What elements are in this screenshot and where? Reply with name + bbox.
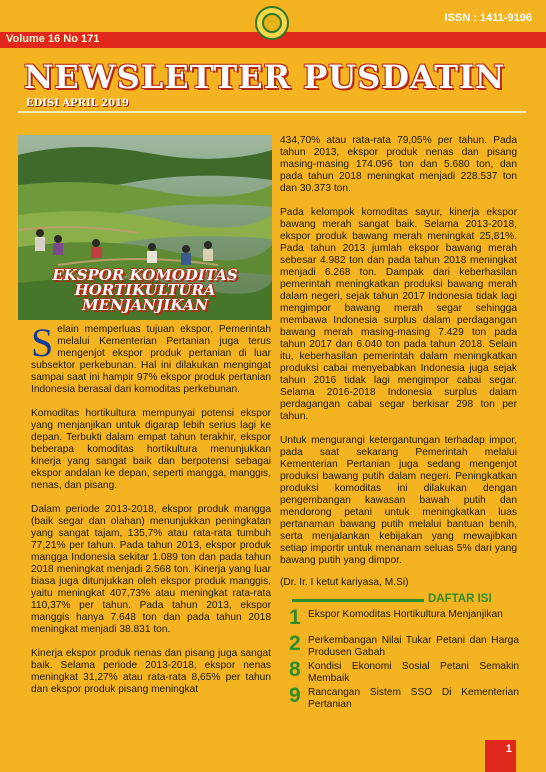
toc-heading: DAFTAR ISI [428, 593, 492, 605]
article-headline [20, 268, 270, 313]
page-number: 1 [505, 743, 512, 755]
toc-item-title: Kondisi Ekonomi Sosial Petani Semakin Membaik [308, 661, 519, 684]
toc-page-number: 8 [289, 658, 301, 681]
paragraph: Kinerja ekspor produk nenas dan pisang juga sangat baik. Selama periode 2013-2018, ekspor nenas meningkat 31,27% atau rata-rata 8,65% per tahun dan ekspor produk pisang meningkat [31, 648, 271, 695]
volume-label: Volume 16 No 171 [6, 33, 100, 45]
headline-line-3: MENJANJIKAN [81, 296, 209, 314]
article-left-column [31, 320, 271, 708]
paragraph: Selain memperluas tujuan ekspor, Pemerintah melalui Kementerian Pertanian juga terus mengenjot ekspor produk pertanian di luar subsektor perkebunan. Hal ini dilakukan mengingat sampai saat ini hampir 97% ekspor produk pertanian Indonesia berasal dari komoditas perkebunan. [31, 320, 271, 395]
article-right-column [280, 135, 517, 601]
paragraph: Komoditas hortikultura mempunyai potensi ekspor yang menjanjikan untuk digarap lebih serius lagi ke depan. Terbukti dalam empat tahun terakhir, ekspor beberapa komoditas hortikultura menunjukkan kinerja yang sangat baik dan berpotensi sebagai ekspor andalan ke depan, seperti mangga, manggis, nenas, dan pisang. [31, 408, 271, 491]
newsletter-title: NEWSLETTER PUSDATIN [24, 58, 506, 96]
headline-line-2: HORTIKULTURA [74, 281, 216, 299]
author-signature: (Dr. Ir. I ketut kariyasa, M.Si) [280, 577, 409, 588]
toc-divider [292, 599, 424, 602]
issn-label: ISSN : 1411-9196 [444, 12, 532, 24]
paragraph: Pada kelompok komoditas sayur, kinerja ekspor bawang merah sangat baik. Selama 2013-2018, ekspor produk bawang merah meningkat 25,81%. Pada tahun 2013 jumlah ekspor bawang merah sebesar 4.982 ton dan pada tahun 2018 meningkat menjadi 6.268 ton. Dampak dari keberhasilan pemerintah meningkatkan produksi bawang merah dalam negeri, sejak tahun 2017 Indonesia tidak lagi mengimpor bawang merah segar sehingga membawa Indonesia surplus dalam perdagangan bawang merah masing-masing 7.429 ton pada tahun 2017 dan 6.040 ton pada tahun 2018. Selain itu, keberhasilan pemerintah dalam meningkatkan produksi cabai menyebabkan Indonesia juga sejak tahun 2016 tidak lagi mengimpor cabai segar. Selama 2016-2018 Indonesia surplus dalam perdagangan cabai segar berkisar 298 ton per tahun. [280, 207, 517, 422]
headline-line-1: EKSPOR KOMODITAS [52, 266, 238, 284]
header-rule [18, 111, 526, 113]
toc-page-number: 9 [289, 684, 301, 707]
paragraph: Dalam periode 2013-2018, ekspor produk mangga (baik segar dan olahan) menunjukkan peningkatan yang sangat tajam, 135,7% atau rata-rata tumbuh 77,21% per tahun. Pada tahun 2013, ekspor produk mangga Indonesia sekitar 1.089 ton dan pada tahun 2018 meningkat menjadi 2.568 ton. Kinerja yang luar biasa juga ditunjukkan oleh ekspor produk manggis, yaitu meningkat 407,73% atau meningkat rata-rata 110,37% per tahun. Pada tahun 2013, ekspor manggis hanya 7.648 ton dan pada tahun 2018 meningkat menjadi 38.831 ton. [31, 504, 271, 635]
toc-page-number: 1 [289, 606, 301, 629]
ministry-logo-icon [255, 6, 289, 40]
toc-item-title: Rancangan Sistem SSO Di Kementerian Pertanian [308, 687, 519, 710]
toc-item-title: Perkembangan Nilai Tukar Petani dan Harga Produsen Gabah [308, 635, 519, 658]
edition-label: EDISI APRIL 2019 [26, 98, 129, 109]
paragraph: Untuk mengurangi ketergantungan terhadap impor, pada saat sekarang Pemerintah melalui Kementerian Pertanian juga sedang mengenjot produksi bawang putih dalam negeri. Peningkatkan produksi komoditas ini dilakukan dengan pengembangan kawasan bawah putih dan mendorong petani untuk meningkatkan luas pertanaman bawang putih melalui bantuan benih, serta menjalankan kebijakan yang mewajibkan setiap importir untuk menanam seluas 5% dari yang bawang putih yang dimpor. [280, 435, 517, 566]
page-number-box [485, 740, 516, 772]
toc-item-title: Ekspor Komoditas Hortikultura Menjanjikan [308, 609, 503, 620]
paragraph: 434,70% atau rata-rata 79,05% per tahun. Pada tahun 2013, ekspor produk nenas dan pisang masing-masing 174.096 ton dan 5.680 ton, dan pada tahun 2018 meningkat menjadi 228.537 ton dan 30.373 ton. [280, 135, 517, 194]
toc-page-number: 2 [289, 632, 301, 655]
drop-cap: S [31, 320, 54, 365]
